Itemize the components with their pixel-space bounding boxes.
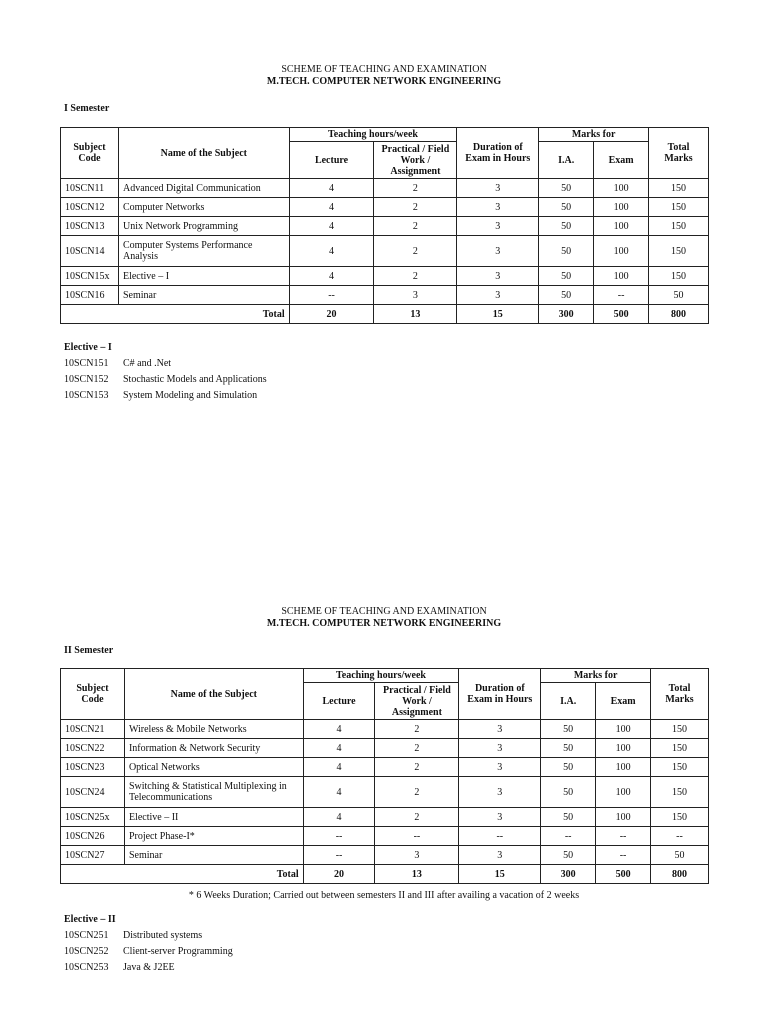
ia-marks: 50 xyxy=(539,179,594,198)
exam-marks: 100 xyxy=(594,236,649,267)
total-marks: 150 xyxy=(651,777,709,808)
col-subject-name: Name of the Subject xyxy=(118,128,289,179)
elective-name: System Modeling and Simulation xyxy=(123,390,258,401)
ia-marks: 50 xyxy=(539,236,594,267)
list-item xyxy=(64,372,267,388)
exam-marks: -- xyxy=(596,827,651,846)
lecture-hours: 4 xyxy=(289,217,374,236)
subject-code: 10SCN23 xyxy=(61,758,125,777)
practical-hours: 2 xyxy=(375,808,459,827)
ia-marks: 50 xyxy=(541,758,596,777)
exam-marks: 100 xyxy=(596,808,651,827)
table-row xyxy=(61,179,709,198)
elective-heading: Elective – II xyxy=(64,914,116,925)
exam-marks: 100 xyxy=(596,758,651,777)
lecture-hours: 4 xyxy=(289,179,374,198)
col-ia: I.A. xyxy=(541,683,596,720)
col-lecture: Lecture xyxy=(303,683,375,720)
exam-duration: 3 xyxy=(457,198,539,217)
scheme-table xyxy=(60,127,709,324)
total-marks: 50 xyxy=(649,286,709,305)
ia-marks: 50 xyxy=(541,808,596,827)
total-marks: 150 xyxy=(651,720,709,739)
elective-name: Stochastic Models and Applications xyxy=(123,374,267,385)
table-row xyxy=(61,846,709,865)
scheme-heading xyxy=(0,64,768,88)
total-marks: 150 xyxy=(649,217,709,236)
scheme-table xyxy=(60,668,709,884)
subject-name: Wireless & Mobile Networks xyxy=(124,720,303,739)
exam-duration: 3 xyxy=(457,217,539,236)
program-title: M.TECH. COMPUTER NETWORK ENGINEERING xyxy=(266,76,502,87)
practical-hours: 3 xyxy=(375,846,459,865)
subject-name: Unix Network Programming xyxy=(118,217,289,236)
total-lecture: 20 xyxy=(289,305,374,324)
ia-marks: 50 xyxy=(539,267,594,286)
total-marks: -- xyxy=(651,827,709,846)
exam-marks: 100 xyxy=(596,739,651,758)
ia-marks: 50 xyxy=(541,739,596,758)
exam-marks: 100 xyxy=(594,198,649,217)
semester-label: I Semester xyxy=(64,103,110,114)
list-item xyxy=(64,388,267,404)
elective-name: Client-server Programming xyxy=(123,946,233,957)
total-marks: 150 xyxy=(649,267,709,286)
col-subject-name: Name of the Subject xyxy=(124,669,303,720)
total-label: Total xyxy=(61,865,304,884)
table-row xyxy=(61,286,709,305)
table-row xyxy=(61,267,709,286)
col-practical: Practical / Field Work / Assignment xyxy=(374,142,457,179)
practical-hours: -- xyxy=(375,827,459,846)
exam-duration: 3 xyxy=(459,777,541,808)
total-exam: 500 xyxy=(594,305,649,324)
exam-marks: 100 xyxy=(596,720,651,739)
elective-code: 10SCN253 xyxy=(64,962,109,973)
practical-hours: 2 xyxy=(374,236,457,267)
elective-code: 10SCN251 xyxy=(64,930,109,941)
total-practical: 13 xyxy=(375,865,459,884)
table-row xyxy=(61,808,709,827)
exam-duration: 3 xyxy=(457,267,539,286)
scheme-title: SCHEME OF TEACHING AND EXAMINATION xyxy=(281,606,487,617)
list-item xyxy=(64,356,267,372)
list-item xyxy=(64,960,233,976)
exam-marks: 100 xyxy=(596,777,651,808)
subject-code: 10SCN12 xyxy=(61,198,119,217)
total-label: Total xyxy=(61,305,290,324)
lecture-hours: -- xyxy=(289,286,374,305)
subject-code: 10SCN27 xyxy=(61,846,125,865)
subject-name: Seminar xyxy=(124,846,303,865)
elective-name: Java & J2EE xyxy=(123,962,175,973)
col-duration: Duration of Exam in Hours xyxy=(459,669,541,720)
total-total: 800 xyxy=(651,865,709,884)
col-total-marks: Total Marks xyxy=(651,669,709,720)
subject-code: 10SCN22 xyxy=(61,739,125,758)
col-total-marks: Total Marks xyxy=(649,128,709,179)
elective-code: 10SCN252 xyxy=(64,946,109,957)
total-ia: 300 xyxy=(541,865,596,884)
col-ia: I.A. xyxy=(539,142,594,179)
exam-duration: -- xyxy=(459,827,541,846)
elective-name: Distributed systems xyxy=(123,930,203,941)
elective-name: C# and .Net xyxy=(123,358,172,369)
semester-2-section xyxy=(0,606,768,973)
elective-list xyxy=(64,912,233,976)
program-title: M.TECH. COMPUTER NETWORK ENGINEERING xyxy=(266,618,502,629)
total-exam: 500 xyxy=(596,865,651,884)
practical-hours: 2 xyxy=(374,267,457,286)
subject-name: Computer Systems Performance Analysis xyxy=(118,236,289,267)
col-subject-code: Subject Code xyxy=(61,128,119,179)
total-practical: 13 xyxy=(374,305,457,324)
ia-marks: 50 xyxy=(541,720,596,739)
exam-duration: 3 xyxy=(459,720,541,739)
elective-code: 10SCN153 xyxy=(64,390,109,401)
practical-hours: 2 xyxy=(374,179,457,198)
subject-code: 10SCN11 xyxy=(61,179,119,198)
elective-code: 10SCN152 xyxy=(64,374,109,385)
ia-marks: 50 xyxy=(541,846,596,865)
ia-marks: 50 xyxy=(539,198,594,217)
practical-hours: 2 xyxy=(375,777,459,808)
subject-code: 10SCN24 xyxy=(61,777,125,808)
ia-marks: 50 xyxy=(539,286,594,305)
subject-name: Seminar xyxy=(118,286,289,305)
subject-code: 10SCN13 xyxy=(61,217,119,236)
col-duration: Duration of Exam in Hours xyxy=(457,128,539,179)
exam-duration: 3 xyxy=(457,236,539,267)
total-lecture: 20 xyxy=(303,865,375,884)
subject-name: Information & Network Security xyxy=(124,739,303,758)
practical-hours: 2 xyxy=(374,217,457,236)
scheme-heading xyxy=(0,606,768,630)
subject-code: 10SCN26 xyxy=(61,827,125,846)
subject-name: Elective – II xyxy=(124,808,303,827)
total-row xyxy=(61,305,709,324)
exam-duration: 3 xyxy=(459,758,541,777)
subject-code: 10SCN15x xyxy=(61,267,119,286)
footnote: * 6 Weeks Duration; Carried out between semesters II and III after availing a vacation of 2 weeks xyxy=(188,890,580,901)
table-row xyxy=(61,758,709,777)
total-row xyxy=(61,865,709,884)
col-marks-for: Marks for xyxy=(541,669,651,683)
col-teaching-hours: Teaching hours/week xyxy=(303,669,459,683)
total-marks: 150 xyxy=(649,236,709,267)
total-marks: 150 xyxy=(649,179,709,198)
exam-marks: 100 xyxy=(594,217,649,236)
exam-duration: 3 xyxy=(459,846,541,865)
lecture-hours: 4 xyxy=(289,236,374,267)
lecture-hours: 4 xyxy=(303,808,375,827)
lecture-hours: 4 xyxy=(303,758,375,777)
total-marks: 150 xyxy=(651,758,709,777)
col-teaching-hours: Teaching hours/week xyxy=(289,128,457,142)
exam-marks: 100 xyxy=(594,267,649,286)
subject-name: Switching & Statistical Multiplexing in Telecommunications xyxy=(124,777,303,808)
exam-marks: 100 xyxy=(594,179,649,198)
subject-code: 10SCN16 xyxy=(61,286,119,305)
subject-code: 10SCN14 xyxy=(61,236,119,267)
elective-code: 10SCN151 xyxy=(64,358,109,369)
table-row xyxy=(61,217,709,236)
subject-name: Optical Networks xyxy=(124,758,303,777)
lecture-hours: -- xyxy=(303,827,375,846)
total-marks: 150 xyxy=(651,808,709,827)
total-marks: 150 xyxy=(649,198,709,217)
lecture-hours: 4 xyxy=(289,267,374,286)
list-item xyxy=(64,944,233,960)
lecture-hours: 4 xyxy=(289,198,374,217)
subject-code: 10SCN21 xyxy=(61,720,125,739)
subject-name: Advanced Digital Communication xyxy=(118,179,289,198)
exam-duration: 3 xyxy=(457,179,539,198)
exam-duration: 3 xyxy=(459,739,541,758)
table-row xyxy=(61,827,709,846)
table-row xyxy=(61,236,709,267)
col-exam: Exam xyxy=(594,142,649,179)
practical-hours: 3 xyxy=(374,286,457,305)
scheme-title: SCHEME OF TEACHING AND EXAMINATION xyxy=(281,64,487,75)
subject-code: 10SCN25x xyxy=(61,808,125,827)
ia-marks: 50 xyxy=(539,217,594,236)
practical-hours: 2 xyxy=(375,758,459,777)
subject-name: Project Phase-I* xyxy=(124,827,303,846)
total-marks: 150 xyxy=(651,739,709,758)
lecture-hours: -- xyxy=(303,846,375,865)
subject-name: Computer Networks xyxy=(118,198,289,217)
total-duration: 15 xyxy=(459,865,541,884)
subject-name: Elective – I xyxy=(118,267,289,286)
ia-marks: -- xyxy=(541,827,596,846)
col-exam: Exam xyxy=(596,683,651,720)
table-row xyxy=(61,739,709,758)
elective-list xyxy=(64,340,267,404)
lecture-hours: 4 xyxy=(303,739,375,758)
exam-marks: -- xyxy=(596,846,651,865)
col-marks-for: Marks for xyxy=(539,128,649,142)
elective-heading: Elective – I xyxy=(64,342,112,353)
practical-hours: 2 xyxy=(375,739,459,758)
total-ia: 300 xyxy=(539,305,594,324)
lecture-hours: 4 xyxy=(303,777,375,808)
exam-duration: 3 xyxy=(457,286,539,305)
exam-duration: 3 xyxy=(459,808,541,827)
col-lecture: Lecture xyxy=(289,142,374,179)
col-subject-code: Subject Code xyxy=(61,669,125,720)
table-row xyxy=(61,720,709,739)
total-duration: 15 xyxy=(457,305,539,324)
list-item xyxy=(64,928,233,944)
lecture-hours: 4 xyxy=(303,720,375,739)
semester-1-section xyxy=(0,64,768,401)
table-row xyxy=(61,198,709,217)
total-total: 800 xyxy=(649,305,709,324)
table-row xyxy=(61,777,709,808)
practical-hours: 2 xyxy=(374,198,457,217)
ia-marks: 50 xyxy=(541,777,596,808)
practical-hours: 2 xyxy=(375,720,459,739)
col-practical: Practical / Field Work / Assignment xyxy=(375,683,459,720)
exam-marks: -- xyxy=(594,286,649,305)
semester-label: II Semester xyxy=(64,645,114,656)
total-marks: 50 xyxy=(651,846,709,865)
